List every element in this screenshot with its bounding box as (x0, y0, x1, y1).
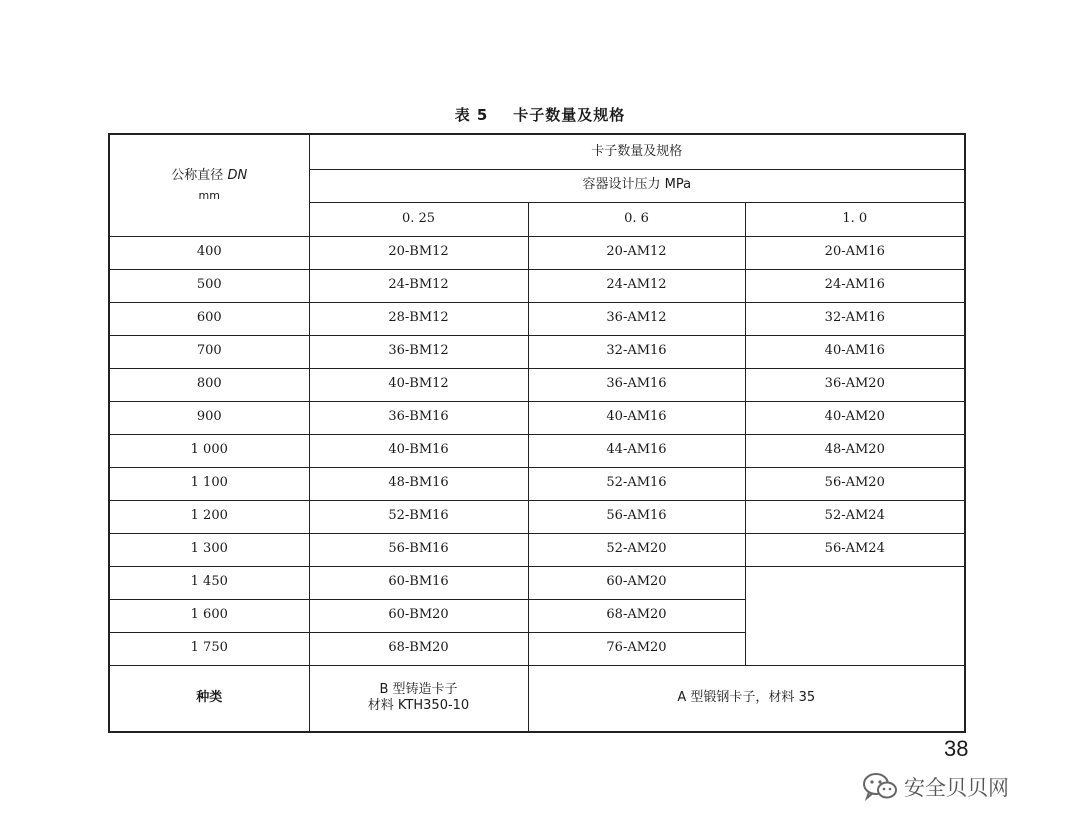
header-pressure-025: 0. 25 (309, 202, 528, 236)
table-caption-title: 卡子数量及规格 (513, 106, 626, 124)
table-row (109, 434, 965, 467)
cell-dn: 1 000 (109, 434, 309, 467)
cell-p025: 24-BM12 (309, 269, 528, 302)
cell-dn: 900 (109, 401, 309, 434)
cell-p025: 60-BM16 (309, 566, 528, 599)
cell-p06: 20-AM12 (528, 236, 745, 269)
cell-dn: 600 (109, 302, 309, 335)
header-pressure-title: 容器设计压力 MPa (309, 169, 965, 202)
table-row (109, 401, 965, 434)
cell-p06: 52-AM16 (528, 467, 745, 500)
cell-p025: 52-BM16 (309, 500, 528, 533)
header-row-group (109, 134, 965, 169)
header-dn-cell (109, 134, 309, 236)
kind-b-type-line1: B 型铸造卡子 (379, 682, 458, 697)
cell-p025: 36-BM12 (309, 335, 528, 368)
cell-p025: 40-BM16 (309, 434, 528, 467)
cell-p10: 32-AM16 (745, 302, 965, 335)
cell-p06: 32-AM16 (528, 335, 745, 368)
cell-dn: 1 200 (109, 500, 309, 533)
cell-p10: 56-AM20 (745, 467, 965, 500)
kind-row (109, 665, 965, 732)
cell-dn: 1 750 (109, 632, 309, 665)
cell-p06: 68-AM20 (528, 599, 745, 632)
cell-dn: 400 (109, 236, 309, 269)
watermark-text: 安全贝贝网 (904, 776, 1009, 800)
cell-p025: 20-BM12 (309, 236, 528, 269)
header-dn-unit: mm (198, 188, 220, 202)
cell-p10: 24-AM16 (745, 269, 965, 302)
table-caption-label: 表 5 (454, 106, 489, 124)
table-row (109, 368, 965, 401)
cell-dn: 800 (109, 368, 309, 401)
cell-dn: 1 450 (109, 566, 309, 599)
cell-p10: 40-AM20 (745, 401, 965, 434)
cell-p025: 36-BM16 (309, 401, 528, 434)
cell-p06: 24-AM12 (528, 269, 745, 302)
header-pressure-10: 1. 0 (745, 202, 965, 236)
header-group-title: 卡子数量及规格 (309, 134, 965, 169)
cell-p025: 40-BM12 (309, 368, 528, 401)
cell-p025: 56-BM16 (309, 533, 528, 566)
table-row (109, 335, 965, 368)
cell-dn: 500 (109, 269, 309, 302)
cell-p06: 40-AM16 (528, 401, 745, 434)
wechat-icon (862, 772, 898, 802)
table-row (109, 500, 965, 533)
header-dn-label: 公称直径 (171, 168, 224, 184)
cell-p10: 20-AM16 (745, 236, 965, 269)
cell-p06: 52-AM20 (528, 533, 745, 566)
cell-dn: 700 (109, 335, 309, 368)
page-number: 38 (944, 736, 969, 761)
cell-p025: 68-BM20 (309, 632, 528, 665)
cell-p025: 48-BM16 (309, 467, 528, 500)
cell-p10: 48-AM20 (745, 434, 965, 467)
cell-dn: 1 600 (109, 599, 309, 632)
cell-p10: 56-AM24 (745, 533, 965, 566)
table-row (109, 236, 965, 269)
table-row (109, 269, 965, 302)
kind-a-type: A 型锻钢卡子，材料 35 (528, 665, 965, 732)
table-row (109, 467, 965, 500)
cell-p10: 40-AM16 (745, 335, 965, 368)
watermark (862, 772, 1009, 802)
cell-p10-empty (745, 566, 965, 665)
table-row (109, 566, 965, 599)
cell-p025: 28-BM12 (309, 302, 528, 335)
cell-dn: 1 300 (109, 533, 309, 566)
kind-b-type-line2: 材料 KTH350-10 (367, 698, 470, 714)
cell-dn: 1 100 (109, 467, 309, 500)
clamp-spec-table (108, 133, 966, 733)
table-row (109, 533, 965, 566)
cell-p025: 60-BM20 (309, 599, 528, 632)
cell-p06: 76-AM20 (528, 632, 745, 665)
header-pressure-06: 0. 6 (528, 202, 745, 236)
cell-p06: 44-AM16 (528, 434, 745, 467)
cell-p06: 36-AM12 (528, 302, 745, 335)
cell-p10: 36-AM20 (745, 368, 965, 401)
cell-p06: 60-AM20 (528, 566, 745, 599)
cell-p06: 56-AM16 (528, 500, 745, 533)
table-caption (0, 104, 1080, 125)
kind-label: 种类 (109, 665, 309, 732)
cell-p06: 36-AM16 (528, 368, 745, 401)
table-row (109, 302, 965, 335)
cell-p10: 52-AM24 (745, 500, 965, 533)
kind-b-type-cell (309, 665, 528, 732)
header-dn-symbol: DN (227, 168, 248, 184)
